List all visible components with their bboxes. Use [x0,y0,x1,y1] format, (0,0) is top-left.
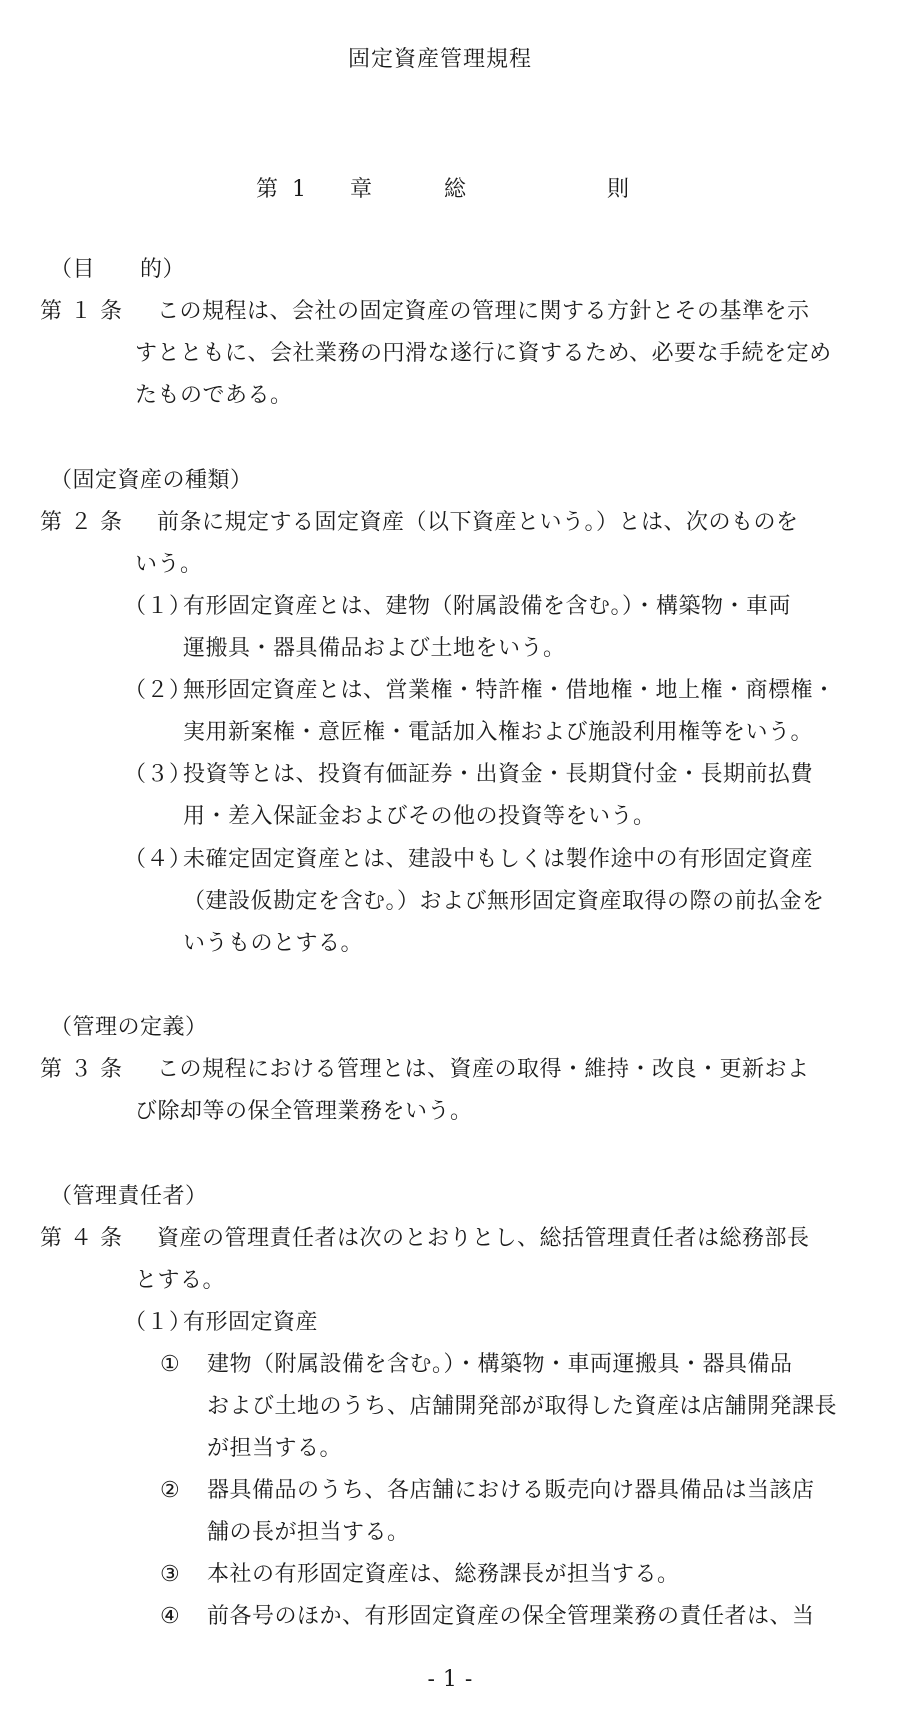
article-label: 第 ４ 条 [40,1226,123,1251]
article-line: この規程は、会社の固定資産の管理に関する方針とその基準を示 [157,299,810,324]
article-heading: （管理の定義） [50,1015,208,1040]
document-title: 固定資産管理規程 [348,47,533,72]
chapter-name-2: 則 [607,177,630,202]
item-line: 用・差入保証金およびその他の投資等をいう。 [183,804,656,829]
chapter-name-1: 総 [444,177,467,202]
item-number: （３） [124,762,192,787]
chapter-prefix: 第 [256,177,279,202]
article-line: たものである。 [135,383,293,408]
item-line: 運搬具・器具備品および土地をいう。 [183,636,566,661]
item-line: 無形固定資産とは、営業権・特許権・借地権・地上権・商標権・ [183,678,836,703]
article-line: 前条に規定する固定資産（以下資産という。）とは、次のものを [157,510,799,535]
subitem-line: 本社の有形固定資産は、総務課長が担当する。 [207,1562,680,1587]
subitem-number: ② [160,1478,181,1503]
page-number: - 1 - [427,1667,473,1692]
subitem-number: ① [160,1352,181,1377]
subitem-line: および土地のうち、店舗開発部が取得した資産は店舗開発課長 [207,1394,838,1419]
article-label: 第 １ 条 [40,299,123,324]
item-number: （２） [124,678,192,703]
subitem-number: ④ [160,1604,181,1629]
subitem-line: 器具備品のうち、各店舗における販売向け器具備品は当該店 [207,1478,815,1503]
subitem-line: 前各号のほか、有形固定資産の保全管理業務の責任者は、当 [207,1604,815,1629]
item-number: （１） [124,1310,192,1335]
subitem-number: ③ [160,1562,181,1587]
item-number: （４） [124,847,192,872]
item-line: （建設仮勘定を含む。）および無形固定資産取得の際の前払金を [183,889,825,914]
article-line: いう。 [135,552,203,577]
subitem-line: 建物（附属設備を含む。）・構築物・車両運搬具・器具備品 [207,1352,793,1377]
item-line: いうものとする。 [183,931,364,956]
article-line: すとともに、会社業務の円滑な遂行に資するため、必要な手続を定め [135,341,832,366]
article-line: この規程における管理とは、資産の取得・維持・改良・更新およ [157,1057,810,1082]
article-label: 第 ２ 条 [40,510,123,535]
item-number: （１） [124,594,192,619]
article-label: 第 ３ 条 [40,1057,123,1082]
item-line: 投資等とは、投資有価証券・出資金・長期貸付金・長期前払費 [183,762,814,787]
article-heading: （固定資産の種類） [50,468,253,493]
article-heading: （目 的） [50,257,186,282]
chapter-suffix: 章 [350,177,373,202]
subitem-line: 舗の長が担当する。 [207,1520,410,1545]
chapter-number: 1 [292,177,307,202]
article-line: び除却等の保全管理業務をいう。 [135,1099,473,1124]
article-heading: （管理責任者） [50,1184,208,1209]
item-line: 有形固定資産 [183,1310,319,1335]
item-line: 未確定固定資産とは、建設中もしくは製作途中の有形固定資産 [183,847,814,872]
subitem-line: が担当する。 [207,1436,343,1461]
article-line: とする。 [135,1268,226,1293]
item-line: 有形固定資産とは、建物（附属設備を含む。）・構築物・車両 [183,594,792,619]
article-line: 資産の管理責任者は次のとおりとし、総括管理責任者は総務部長 [157,1226,810,1251]
item-line: 実用新案権・意匠権・電話加入権および施設利用権等をいう。 [183,720,814,745]
